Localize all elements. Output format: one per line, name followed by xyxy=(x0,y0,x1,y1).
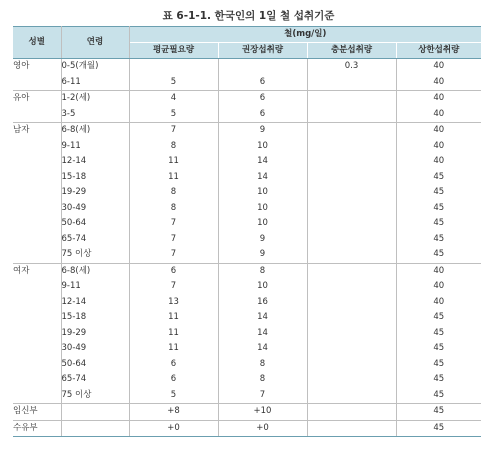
cell-ear: 11 xyxy=(129,170,218,186)
table-row xyxy=(13,420,481,437)
cell-age: 50-64 xyxy=(61,357,129,373)
cell-ai xyxy=(307,154,396,170)
cell-rni: 14 xyxy=(218,326,307,342)
cell-rni: 14 xyxy=(218,170,307,186)
cell-age: 12-14 xyxy=(61,295,129,311)
cell-ear: 4 xyxy=(129,91,218,107)
cell-ul: 45 xyxy=(433,171,445,182)
cell-ul: 45 xyxy=(433,374,445,384)
cell-ai xyxy=(307,388,396,404)
table-row xyxy=(13,201,481,217)
cell-ear: 11 xyxy=(129,326,218,342)
header-iron-group: 철(mg/일) xyxy=(129,27,481,43)
cell-age: 9-11 xyxy=(61,279,129,295)
cell-ear: 8 xyxy=(129,139,218,155)
cell-ear: 5 xyxy=(129,75,218,91)
header-ear: 평균필요량 xyxy=(129,43,218,59)
cell-rni: 10 xyxy=(218,216,307,232)
table-row xyxy=(13,216,481,232)
cell-ai xyxy=(307,310,396,326)
cell-ul: 45 xyxy=(433,327,445,338)
cell-rni: 10 xyxy=(218,185,307,201)
cell-age xyxy=(61,404,129,421)
cell-rni: 10 xyxy=(218,279,307,295)
cell-rni: +0 xyxy=(218,420,307,437)
cell-ul: 40 xyxy=(433,108,445,119)
cell-ul: 40 xyxy=(433,281,445,291)
cell-ear: 11 xyxy=(129,310,218,326)
cell-ai xyxy=(307,295,396,311)
table-caption: 표 6-1-1. 한국인의 1일 철 섭취기준 xyxy=(162,10,335,22)
cell-ai xyxy=(307,404,396,421)
cell-rni: 10 xyxy=(218,201,307,217)
cell-ai xyxy=(307,201,396,217)
table-row xyxy=(13,107,481,123)
table-row xyxy=(13,263,481,279)
cell-age: 30-49 xyxy=(61,341,129,357)
cell-rni: 9 xyxy=(218,232,307,248)
cell-ul: 40 xyxy=(433,296,445,307)
cell-ear: 7 xyxy=(129,279,218,295)
cell-age: 65-74 xyxy=(61,232,129,248)
cell-age: 75 이상 xyxy=(61,388,129,404)
cell-ear: +0 xyxy=(129,420,218,437)
cell-ear: 5 xyxy=(129,107,218,123)
cell-ear: 8 xyxy=(129,201,218,217)
cell-age: 65-74 xyxy=(61,372,129,388)
cell-ul: 40 xyxy=(433,76,445,87)
cell-rni: 10 xyxy=(218,139,307,155)
cell-rni: 7 xyxy=(218,388,307,404)
cell-ai xyxy=(307,279,396,295)
cell-ai xyxy=(307,420,396,437)
cell-ul: 40 xyxy=(396,123,481,139)
cell-age: 15-18 xyxy=(61,170,129,186)
cell-ear: 7 xyxy=(129,123,218,139)
cell-ai xyxy=(307,107,396,123)
cell-rni: 14 xyxy=(218,310,307,326)
cell-age: 19-29 xyxy=(61,326,129,342)
cell-ul: 40 xyxy=(433,140,445,151)
cell-ul: 45 xyxy=(433,249,445,259)
cell-ai xyxy=(307,263,396,279)
cell-rni xyxy=(218,59,307,75)
cell-ear: 7 xyxy=(129,232,218,248)
cell-rni: 14 xyxy=(218,154,307,170)
cell-rni: +10 xyxy=(218,404,307,421)
header-ai: 충분섭취량 xyxy=(307,43,396,59)
cell-ear xyxy=(129,59,218,75)
cell-ai: 0.3 xyxy=(307,59,396,75)
table-row xyxy=(13,388,481,404)
cell-ul: 45 xyxy=(433,233,445,244)
cell-rni: 8 xyxy=(218,372,307,388)
cell-ul: 40 xyxy=(396,91,481,107)
header-row-top xyxy=(13,27,481,43)
cell-ul: 45 xyxy=(433,389,445,400)
table-row xyxy=(13,357,481,373)
cell-sex: 여자 xyxy=(13,263,61,404)
cell-ai xyxy=(307,91,396,107)
cell-sex: 남자 xyxy=(13,123,61,264)
cell-rni: 6 xyxy=(218,75,307,91)
cell-age: 6-8(세) xyxy=(61,263,129,279)
table-row xyxy=(13,170,481,186)
cell-rni: 8 xyxy=(218,263,307,279)
table-row xyxy=(13,247,481,263)
cell-age: 6-11 xyxy=(61,75,129,91)
cell-age: 12-14 xyxy=(61,154,129,170)
cell-rni: 8 xyxy=(218,357,307,373)
cell-ai xyxy=(307,341,396,357)
cell-rni: 6 xyxy=(218,91,307,107)
cell-ul: 45 xyxy=(433,187,445,197)
table-row xyxy=(13,59,481,75)
cell-age: 3-5 xyxy=(61,107,129,123)
cell-ul: 45 xyxy=(396,404,481,421)
header-rni: 권장섭취량 xyxy=(218,43,307,59)
table-row xyxy=(13,372,481,388)
cell-age: 9-11 xyxy=(61,139,129,155)
table-row xyxy=(13,279,481,295)
iron-intake-table xyxy=(13,26,481,437)
cell-ear: 6 xyxy=(129,372,218,388)
cell-ai xyxy=(307,139,396,155)
cell-ul: 45 xyxy=(433,343,445,353)
cell-ear: 6 xyxy=(129,357,218,373)
cell-age xyxy=(61,420,129,437)
cell-ul: 45 xyxy=(433,358,445,369)
table-row xyxy=(13,310,481,326)
cell-ear: 11 xyxy=(129,341,218,357)
cell-sex: 영아 xyxy=(13,59,61,91)
cell-ai xyxy=(307,170,396,186)
cell-ear: 5 xyxy=(129,388,218,404)
cell-rni: 9 xyxy=(218,247,307,263)
cell-ul: 40 xyxy=(396,263,481,279)
cell-ul: 40 xyxy=(433,156,445,166)
cell-ai xyxy=(307,75,396,91)
cell-ear: 7 xyxy=(129,247,218,263)
cell-age: 6-8(세) xyxy=(61,123,129,139)
table-row xyxy=(13,341,481,357)
cell-ai xyxy=(307,185,396,201)
cell-age: 75 이상 xyxy=(61,247,129,263)
cell-age: 0-5(개월) xyxy=(61,59,129,75)
table-row xyxy=(13,139,481,155)
cell-age: 15-18 xyxy=(61,310,129,326)
cell-age: 30-49 xyxy=(61,201,129,217)
cell-ul: 40 xyxy=(396,59,481,75)
cell-rni: 16 xyxy=(218,295,307,311)
cell-ai xyxy=(307,247,396,263)
cell-ai xyxy=(307,326,396,342)
cell-rni: 6 xyxy=(218,107,307,123)
cell-ul: 45 xyxy=(433,202,445,213)
cell-ear: 7 xyxy=(129,216,218,232)
header-age: 연령 xyxy=(61,27,129,59)
cell-ai xyxy=(307,123,396,139)
cell-ul: 45 xyxy=(396,420,481,437)
table-row xyxy=(13,232,481,248)
cell-rni: 9 xyxy=(218,123,307,139)
table-body xyxy=(13,59,481,437)
table-row xyxy=(13,404,481,421)
cell-ul: 45 xyxy=(433,312,445,322)
table-row xyxy=(13,295,481,311)
cell-ear: +8 xyxy=(129,404,218,421)
cell-age: 50-64 xyxy=(61,216,129,232)
table-row xyxy=(13,91,481,107)
cell-ear: 13 xyxy=(129,295,218,311)
cell-ul: 45 xyxy=(433,218,445,228)
table-row xyxy=(13,154,481,170)
header-sex: 성별 xyxy=(13,27,61,59)
cell-ear: 11 xyxy=(129,154,218,170)
table-row xyxy=(13,326,481,342)
table-row xyxy=(13,123,481,139)
cell-sex: 수유부 xyxy=(13,420,61,437)
cell-sex: 유아 xyxy=(13,91,61,123)
table-row xyxy=(13,185,481,201)
cell-ai xyxy=(307,232,396,248)
cell-age: 19-29 xyxy=(61,185,129,201)
table-row xyxy=(13,75,481,91)
cell-ear: 6 xyxy=(129,263,218,279)
cell-ai xyxy=(307,372,396,388)
cell-rni: 14 xyxy=(218,341,307,357)
cell-sex: 임신부 xyxy=(13,404,61,421)
cell-ear: 8 xyxy=(129,185,218,201)
header-ul: 상한섭취량 xyxy=(396,43,481,59)
cell-ai xyxy=(307,216,396,232)
cell-age: 1-2(세) xyxy=(61,91,129,107)
cell-ai xyxy=(307,357,396,373)
